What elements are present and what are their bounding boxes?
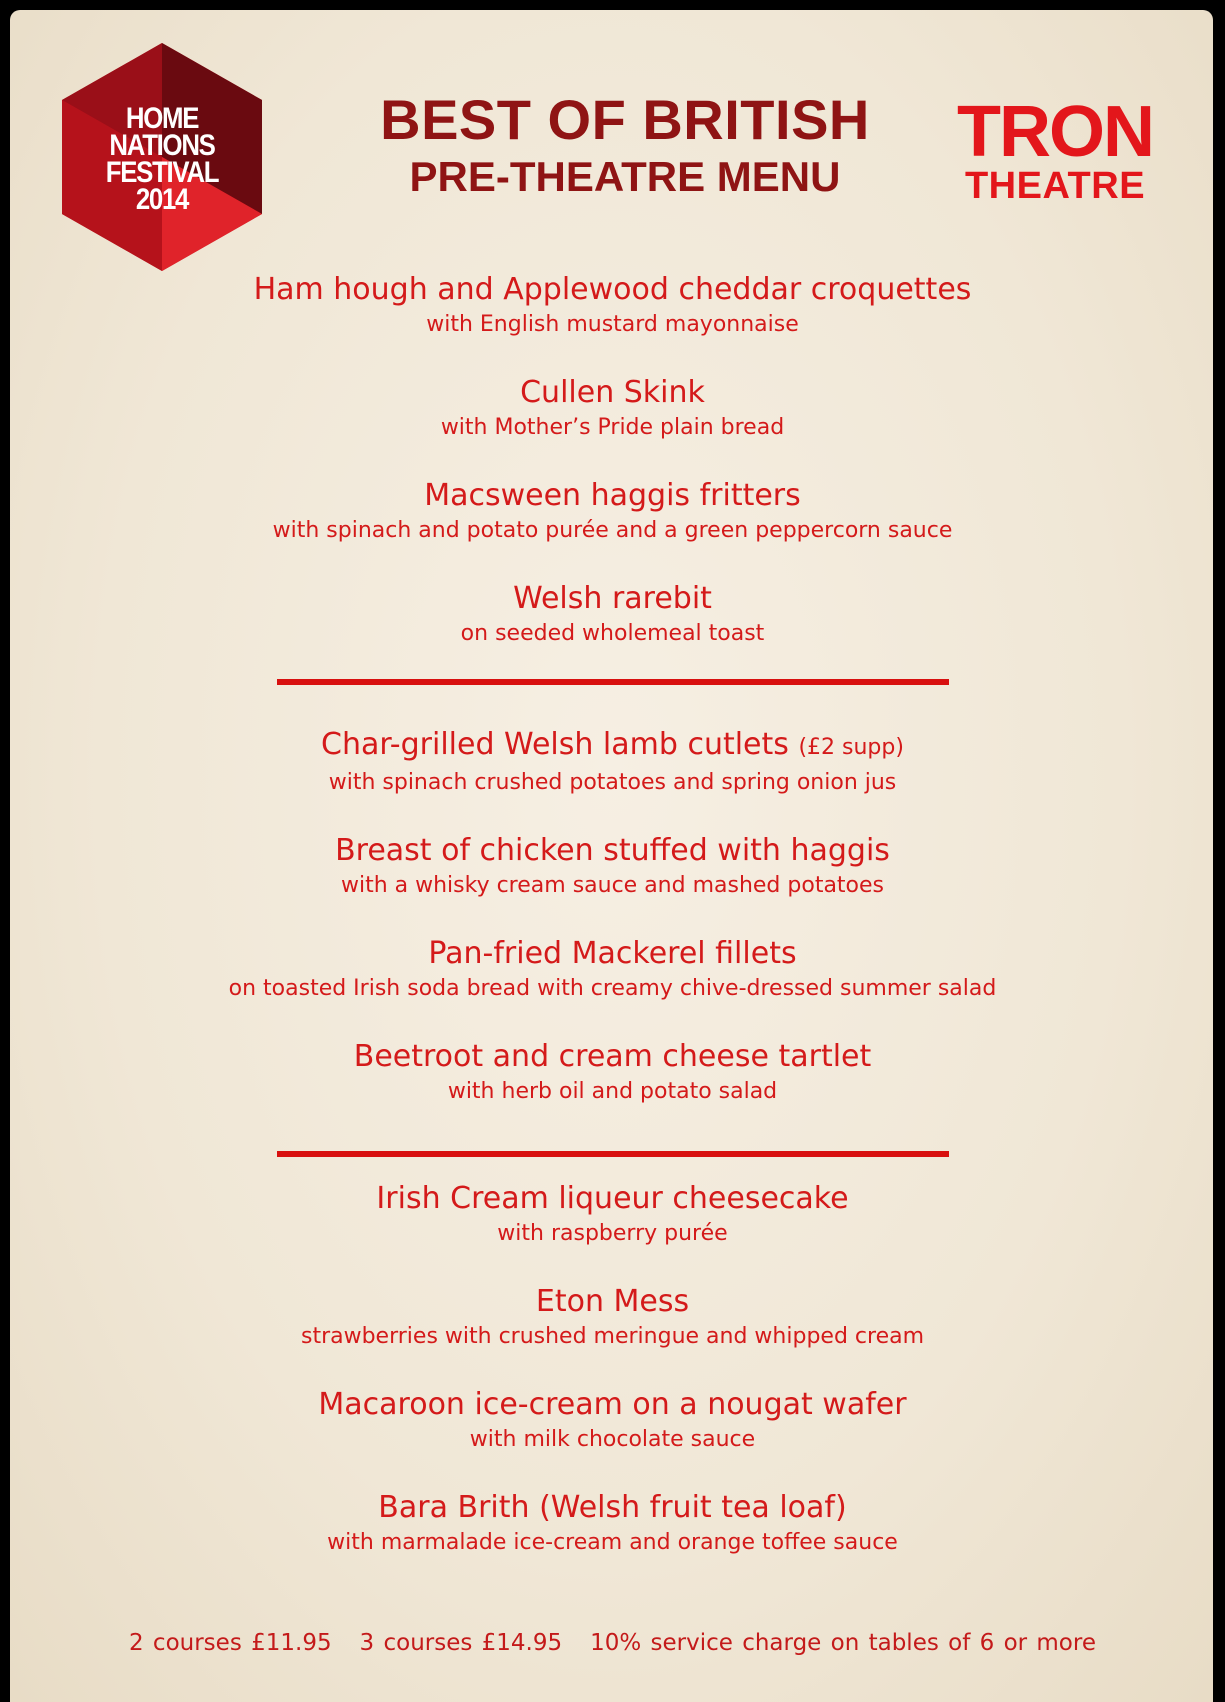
dish-name: Beetroot and cream cheese tartlet	[353, 1039, 872, 1074]
dish-description: with a whisky cream sauce and mashed potatoes	[340, 873, 885, 898]
dish-description: with milk chocolate sauce	[469, 1427, 756, 1452]
price-footer	[0, 1630, 1225, 1656]
dish-description: with English mustard mayonnaise	[426, 312, 799, 337]
menu-item	[0, 1037, 1225, 1107]
festival-logo-text	[76, 102, 248, 216]
dish-name: Pan-fried Mackerel fillets	[428, 936, 797, 971]
dish-description: with marmalade ice-cream and orange toffee sauce	[327, 1530, 898, 1555]
logo-line-home: HOME	[125, 102, 199, 135]
service-charge-note: 10% service charge on tables of 6 or more	[590, 1630, 1096, 1656]
dish-description: on toasted Irish soda bread with creamy chive-dressed summer salad	[228, 976, 997, 1001]
logo-line-nations: NATIONS	[109, 129, 215, 162]
menu-item	[0, 579, 1225, 649]
menu-item	[0, 725, 1225, 798]
menu-item	[0, 1179, 1225, 1249]
supplement-note: (£2 supp)	[798, 735, 904, 760]
menu-item	[0, 1282, 1225, 1352]
section-divider	[277, 1151, 949, 1157]
logo-line-festival: FESTIVAL	[105, 156, 219, 189]
menu-item	[0, 270, 1225, 340]
dish-name-row	[0, 725, 1225, 768]
dish-description: with herb oil and potato salad	[447, 1079, 778, 1104]
menu-item	[0, 476, 1225, 546]
tron-logo-line-2: THEATRE	[964, 165, 1146, 207]
dish-name: Ham hough and Applewood cheddar croquettes	[253, 272, 972, 307]
menu-item	[0, 1385, 1225, 1455]
menu-title	[310, 90, 940, 204]
dish-name: Bara Brith (Welsh fruit tea loaf)	[378, 1490, 847, 1525]
mains-section	[0, 725, 1225, 1107]
three-course-price: 3 courses £14.95	[359, 1630, 563, 1656]
dish-name: Macaroon ice-cream on a nougat wafer	[318, 1387, 907, 1422]
tron-theatre-logo	[945, 92, 1165, 208]
dish-name: Cullen Skink	[520, 375, 705, 410]
dish-name: Macsween haggis fritters	[424, 478, 801, 513]
home-nations-festival-logo	[62, 43, 262, 271]
menu-item	[0, 934, 1225, 1004]
dish-name: Welsh rarebit	[513, 581, 712, 616]
dish-description: strawberries with crushed meringue and whipped cream	[300, 1324, 925, 1349]
dish-name: Breast of chicken stuffed with haggis	[335, 833, 890, 868]
title-line-2: PRE-THEATRE MENU	[409, 153, 841, 200]
dish-description: with Mother’s Pride plain bread	[440, 415, 785, 440]
dish-description: with spinach and potato purée and a green peppercorn sauce	[272, 518, 953, 543]
title-line-1: BEST OF BRITISH	[380, 88, 870, 151]
dish-name: Char-grilled Welsh lamb cutlets	[321, 727, 789, 762]
dish-description: with raspberry purée	[497, 1221, 728, 1246]
menu-body	[0, 270, 1225, 1558]
logo-line-year: 2014	[135, 183, 189, 216]
menu-item	[0, 831, 1225, 901]
dish-description: with spinach crushed potatoes and spring onion jus	[328, 770, 897, 795]
dish-name: Irish Cream liqueur cheesecake	[376, 1181, 849, 1216]
section-divider	[277, 679, 949, 685]
dish-description: on seeded wholemeal toast	[460, 621, 765, 646]
desserts-section	[0, 1179, 1225, 1558]
menu-item	[0, 1488, 1225, 1558]
menu-item	[0, 373, 1225, 443]
starters-section	[0, 270, 1225, 649]
tron-logo-line-1: TRON	[957, 92, 1153, 172]
dish-name: Eton Mess	[535, 1284, 690, 1319]
two-course-price: 2 courses £11.95	[128, 1630, 332, 1656]
